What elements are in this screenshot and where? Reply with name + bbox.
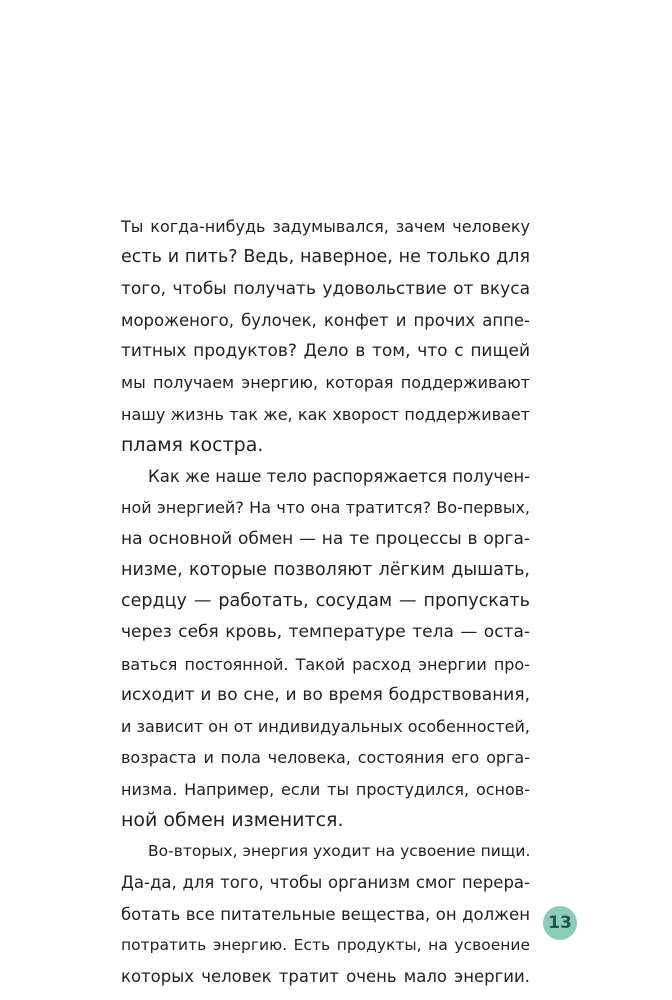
text-line: Как же наше тело распоряжается получен-	[148, 467, 531, 486]
text-line: которых человек тратит очень мало энергии.	[121, 967, 530, 986]
text-line: ной обмен изменится.	[121, 808, 344, 831]
text-line: Да-да, для того, чтобы организм смог перера-	[121, 873, 530, 893]
text-line: исходит и во сне, и во время бодрствования,	[121, 684, 530, 705]
text-line: ной энергией? На что она тратится? Во-первых,	[121, 498, 530, 518]
body-text	[121, 211, 530, 992]
text-line: пламя костра.	[121, 433, 264, 456]
text-line: того, чтобы получать удовольствие от вкуса	[121, 278, 530, 299]
text-line: ваться постоянной. Такой расход энергии про-	[121, 654, 530, 674]
text-line: и зависит он от индивидуальных особенностей,	[121, 717, 530, 736]
page-number-badge: 13	[543, 906, 577, 940]
text-line: потратить энергию. Есть продукты, на усвоение	[121, 935, 530, 954]
text-line: сердцу — работать, сосудам — пропускать	[121, 591, 530, 611]
text-line: есть и пить? Ведь, наверное, не только для	[121, 247, 530, 268]
text-line: возраста и пола человека, состояния его орга-	[121, 748, 530, 768]
text-line: Ты когда-нибудь задумывался, зачем человеку	[121, 217, 530, 236]
text-line: Во-вторых, энергия уходит на усвоение пищи.	[148, 842, 531, 860]
text-line: на основной обмен — на те процессы в орга-	[121, 528, 530, 549]
text-line: нашу жизнь так же, как хворост поддерживает	[121, 404, 530, 424]
text-line: через себя кровь, температуре тела — оста-	[121, 622, 530, 643]
text-line: низме, которые позволяют лёгким дышать,	[121, 559, 530, 580]
text-line: низма. Например, если ты простудился, основ-	[121, 779, 530, 799]
text-line: мы получаем энергию, которая поддерживают	[121, 373, 530, 393]
text-line: титных продуктов? Дело в том, что с пищей	[121, 341, 530, 361]
text-line: ботать все питательные вещества, он должен	[121, 904, 530, 924]
text-line: мороженого, булочек, конфет и прочих аппе-	[121, 310, 530, 330]
